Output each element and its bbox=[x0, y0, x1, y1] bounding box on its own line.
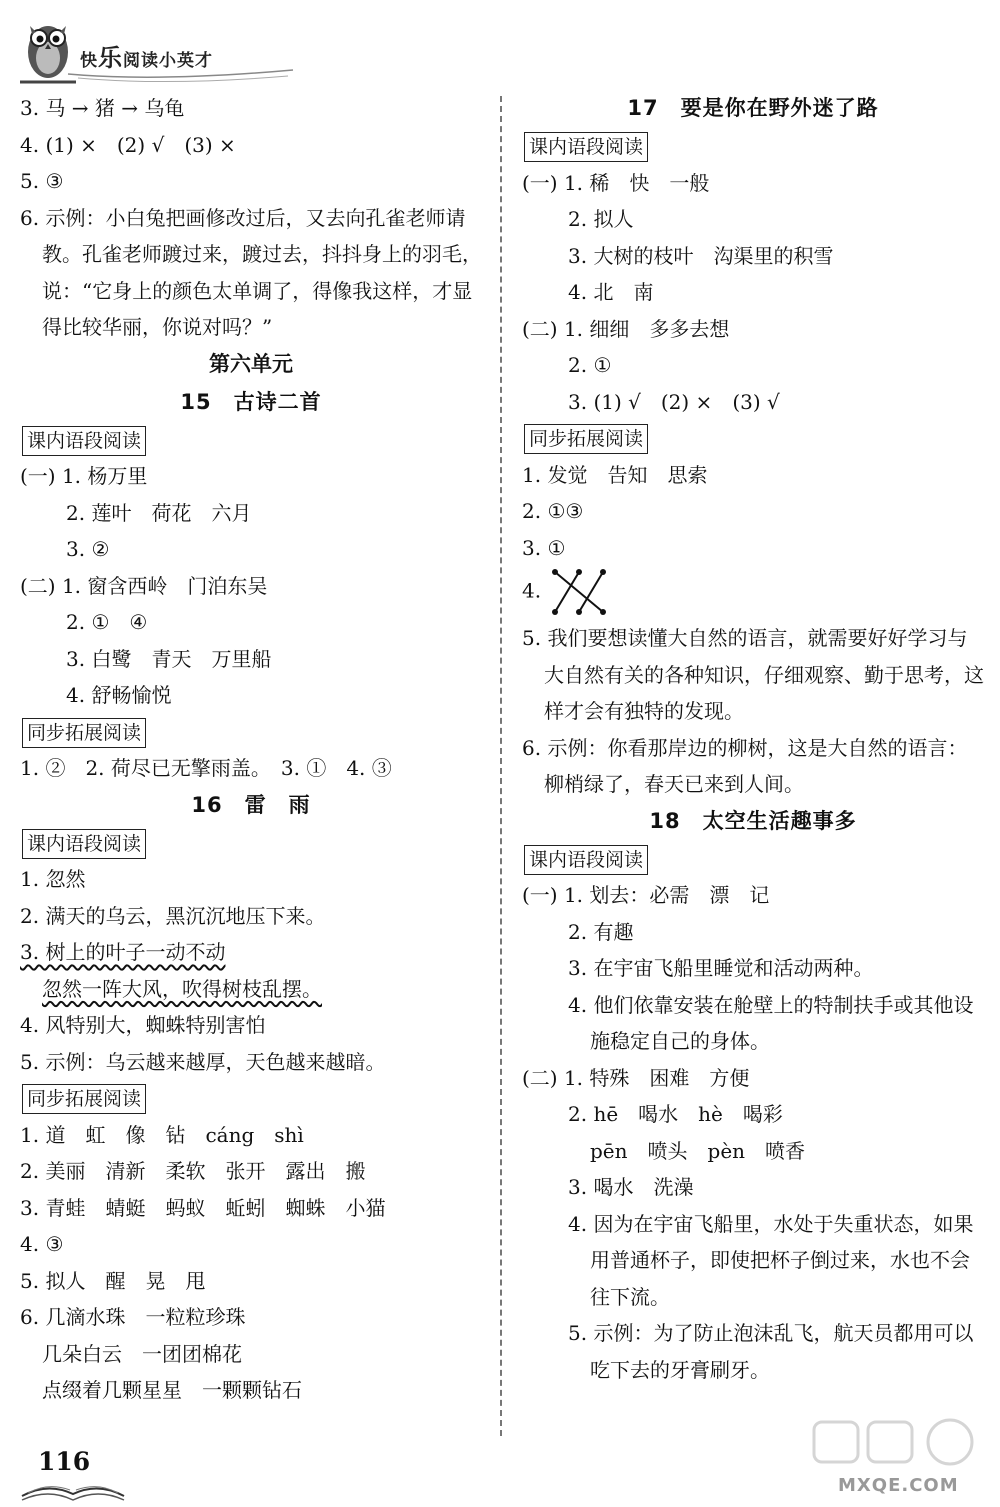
answer-item: 1. 发觉 告知 思索 bbox=[522, 462, 708, 487]
answer-item bbox=[20, 971, 482, 1008]
answer-item: 3. 马 → 猪 → 乌龟 bbox=[20, 96, 185, 120]
answer-item: 3. 在宇宙飞船里睡觉和活动两种。 bbox=[568, 956, 874, 980]
answer-item: 6. 示例：你看那岸边的柳树，这是大自然的语言：柳梢绿了，春天已来到人间。 bbox=[522, 735, 968, 796]
column-divider bbox=[500, 96, 502, 1436]
wavy-underlined-text: 3. 树上的叶子一动不动 bbox=[20, 940, 226, 964]
answer-item: 点缀着几颗星星 一颗颗钻石 bbox=[42, 1378, 302, 1402]
answer-item: 6. 几滴水珠 一粒粒珍珠 bbox=[20, 1305, 246, 1329]
answer-item: (二) 1. 特殊 困难 方便 bbox=[522, 1065, 750, 1090]
answer-item: 5. 示例：为了防止泡沫乱飞，航天员都用可以吃下去的牙膏刷牙。 bbox=[568, 1321, 974, 1382]
answer-item: (二) 1. 细细 多多去想 bbox=[522, 316, 730, 341]
answer-item: 4. (1) × (2) √ (3) × bbox=[20, 132, 236, 157]
lesson-title: 16 雷 雨 bbox=[191, 792, 311, 817]
answer-item: 3. 喝水 洗澡 bbox=[568, 1175, 694, 1199]
section-label: 课内语段阅读 bbox=[524, 132, 648, 162]
answer-item: 4. 舒畅愉悦 bbox=[66, 683, 172, 707]
section-label: 课内语段阅读 bbox=[22, 426, 146, 456]
matching-lines-icon bbox=[547, 566, 615, 618]
answer-item: 4. ③ bbox=[20, 1232, 64, 1256]
section-label: 同步拓展阅读 bbox=[22, 718, 146, 748]
answer-item: 3. ② bbox=[66, 537, 110, 561]
answer-item: pēn 喷头 pèn 喷香 bbox=[590, 1138, 806, 1163]
answer-item: 5. 我们要想读懂大自然的语言，就需要好好学习与大自然有关的各种知识，仔细观察、勤于思考，这样才会有独特的发现。 bbox=[522, 626, 984, 723]
answer-item: 6. 示例：小白兔把画修改过后，又去向孔雀老师请教。孔雀老师踱过来，踱过去，抖抖身上的羽毛，说：“它身上的颜色太单调了，得像我这样，才显得比较华丽，你说对吗？” bbox=[20, 205, 482, 339]
answer-item: 2. 满天的乌云，黑沉沉地压下来。 bbox=[20, 903, 326, 928]
page-header bbox=[18, 8, 298, 88]
answer-item: 4. 风特别大，蜘蛛特别害怕 bbox=[20, 1013, 266, 1037]
answer-item: 2. hē 喝水 hè 喝彩 bbox=[568, 1102, 783, 1126]
answer-item: 3. (1) √ (2) × (3) √ bbox=[568, 389, 780, 414]
watermark-logo bbox=[810, 1418, 980, 1470]
section-label: 课内语段阅读 bbox=[524, 845, 648, 875]
answer-item: 2. 莲叶 荷花 六月 bbox=[66, 500, 252, 525]
answer-item: 5. 示例：乌云越来越厚，天色越来越暗。 bbox=[20, 1049, 386, 1074]
open-book-icon bbox=[18, 1468, 128, 1502]
answer-item: (一) 1. 杨万里 bbox=[20, 464, 148, 488]
answer-item: 2. ① bbox=[568, 353, 612, 377]
right-column bbox=[522, 90, 984, 1388]
answer-item: (二) 1. 窗含西岭 门泊东吴 bbox=[20, 573, 268, 598]
answer-item: 1. 道 虹 像 钻 cáng shì bbox=[20, 1122, 304, 1147]
wavy-underlined-text: 忽然一阵大风，吹得树枝乱摆。 bbox=[42, 976, 322, 1001]
answer-item: 4. 因为在宇宙飞船里，水处于失重状态，如果用普通杯子，即使把杯子倒过来，水也不会往下流。 bbox=[568, 1211, 974, 1309]
unit-title: 第六单元 bbox=[209, 351, 293, 376]
answer-item: 4. bbox=[522, 566, 984, 620]
answer-item: (一) 1. 稀 快 一般 bbox=[522, 170, 710, 195]
answer-item: 5. ③ bbox=[20, 169, 64, 193]
answer-item: 3. ① bbox=[522, 535, 566, 560]
lesson-title: 17 要是你在野外迷了路 bbox=[627, 96, 879, 120]
answer-item: 2. 拟人 bbox=[568, 207, 634, 231]
answer-item: 2. 有趣 bbox=[568, 919, 634, 944]
answer-item: 3. 大树的枝叶 沟渠里的积雪 bbox=[568, 243, 834, 268]
answer-item: 几朵白云 一团团棉花 bbox=[42, 1341, 242, 1366]
left-column bbox=[20, 90, 482, 1409]
page-number: 116 bbox=[38, 1447, 91, 1476]
answer-item: 3. 白鹭 青天 万里船 bbox=[66, 646, 272, 671]
answer-item: 4. 北 南 bbox=[568, 280, 654, 304]
answer-item: 1. 忽然 bbox=[20, 867, 86, 891]
section-label: 同步拓展阅读 bbox=[22, 1084, 146, 1114]
answer-item: 2. ① ④ bbox=[66, 610, 148, 634]
answer-item bbox=[20, 934, 482, 971]
answer-item: 1. ② 2. 荷尽已无擎雨盖。 3. ① 4. ③ bbox=[20, 756, 392, 780]
answer-item: 2. 美丽 清新 柔软 张开 露出 搬 bbox=[20, 1159, 366, 1183]
lesson-title: 18 太空生活趣事多 bbox=[649, 808, 857, 833]
answer-item: 5. 拟人 醒 晃 甩 bbox=[20, 1268, 206, 1293]
section-label: 同步拓展阅读 bbox=[524, 424, 648, 454]
answer-item: 4. 他们依靠安装在舱壁上的特制扶手或其他设施稳定自己的身体。 bbox=[568, 992, 974, 1053]
section-label: 课内语段阅读 bbox=[22, 829, 146, 859]
answer-item: (一) 1. 划去：必需 漂 记 bbox=[522, 883, 770, 907]
answer-item: 2. ①③ bbox=[522, 499, 584, 523]
watermark-text: MXQE.COM bbox=[838, 1475, 959, 1496]
header-title: 快乐阅读小英才 bbox=[80, 44, 213, 72]
lesson-title: 15 古诗二首 bbox=[180, 389, 322, 414]
answer-item: 3. 青蛙 蜻蜓 蚂蚁 蚯蚓 蜘蛛 小猫 bbox=[20, 1195, 386, 1220]
